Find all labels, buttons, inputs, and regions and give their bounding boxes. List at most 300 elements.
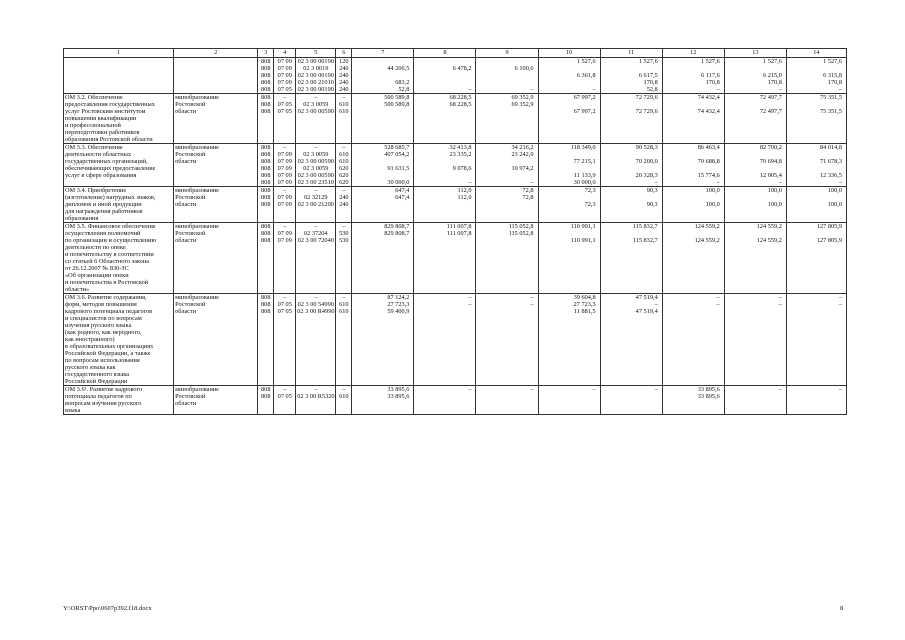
name-cell: Российской Федерации, а также (64, 350, 174, 357)
year-2014-cell: 6 100,6 (476, 65, 538, 72)
table-row (64, 72, 847, 79)
year-2016-cell (600, 371, 662, 378)
total-cell (352, 215, 414, 223)
name-cell: и попечительства в Ростовской (64, 279, 174, 286)
year-2017-cell (662, 286, 724, 294)
name-cell (64, 79, 174, 86)
column-number: 11 (600, 49, 662, 58)
rzpr-cell: 07 05 (274, 101, 296, 108)
year-2017-cell (662, 165, 724, 172)
vr-cell: 240 (336, 72, 352, 79)
year-2018-cell (724, 244, 786, 251)
year-2016-cell: 47 519,4 (600, 308, 662, 315)
column-number: 1 (64, 49, 174, 58)
year-2013-cell: – (414, 386, 476, 394)
name-cell: для награждения работников (64, 208, 174, 215)
vr-cell (336, 357, 352, 364)
year-2016-cell (600, 336, 662, 343)
year-2018-cell: 70 694,8 (724, 158, 786, 165)
table-row (64, 86, 847, 94)
year-2015-cell (538, 136, 600, 144)
total-cell: 27 723,3 (352, 301, 414, 308)
year-2018-cell (724, 315, 786, 322)
vr-cell (336, 272, 352, 279)
csr-cell (296, 322, 336, 329)
total-cell (352, 58, 414, 66)
total-cell (352, 265, 414, 272)
year-2017-cell: 170,8 (662, 79, 724, 86)
total-cell: 91 631,5 (352, 165, 414, 172)
table-row (64, 136, 847, 144)
year-2018-cell (724, 407, 786, 415)
rzpr-cell: – (274, 144, 296, 152)
rzpr-cell: 07 05 (274, 86, 296, 94)
year-2013-cell (414, 286, 476, 294)
rzpr-cell: – (274, 294, 296, 302)
year-2017-cell (662, 244, 724, 251)
name-cell: деятельности областных (64, 151, 174, 158)
table-row (64, 272, 847, 279)
year-2014-cell (476, 407, 538, 415)
year-2013-cell (414, 158, 476, 165)
name-cell: «Об организации опеки (64, 272, 174, 279)
total-cell (352, 172, 414, 179)
year-2015-cell: 11 881,5 (538, 308, 600, 315)
year-2018-cell: 170,8 (724, 79, 786, 86)
year-2019-cell (786, 393, 846, 400)
year-2019-cell: 71 678,3 (786, 158, 846, 165)
year-2018-cell (724, 230, 786, 237)
vr-cell (336, 400, 352, 407)
csr-cell: 02 3 00 21290 (297, 201, 334, 208)
total-cell (352, 115, 414, 122)
total-cell: 407 054,2 (352, 151, 414, 158)
year-2019-cell: 127 805,9 (786, 237, 846, 244)
table-row (64, 322, 847, 329)
table-row (64, 108, 847, 115)
rzpr-cell (274, 357, 296, 364)
vr-cell: – (336, 294, 352, 302)
rzpr-cell: – (274, 386, 296, 394)
table-row (64, 237, 847, 244)
executor-cell (174, 272, 258, 279)
year-2015-cell (538, 258, 600, 265)
vr-cell (336, 208, 352, 215)
table-row (64, 400, 847, 407)
table-row (64, 393, 847, 400)
executor-cell (174, 215, 258, 223)
table-row (64, 350, 847, 357)
grbs-cell: 808 (258, 301, 274, 308)
year-2018-cell (724, 101, 786, 108)
year-2017-cell: – (662, 86, 724, 94)
year-2019-cell (786, 136, 846, 144)
vr-cell (336, 279, 352, 286)
year-2016-cell (600, 322, 662, 329)
executor-cell: области (174, 308, 258, 315)
csr-cell (296, 364, 336, 371)
total-cell (352, 251, 414, 258)
grbs-cell: 808 (258, 86, 274, 94)
grbs-cell: 808 (258, 201, 274, 208)
rzpr-cell (274, 244, 296, 251)
rzpr-cell: 07 09 (274, 72, 296, 79)
year-2016-cell (600, 122, 662, 129)
year-2018-cell (724, 251, 786, 258)
year-2015-cell (538, 364, 600, 371)
vr-cell: 610 (336, 393, 352, 400)
year-2019-cell (786, 308, 846, 315)
vr-cell: – (336, 223, 352, 231)
year-2018-cell: 72 497,7 (724, 108, 786, 115)
year-2016-cell (600, 272, 662, 279)
year-2017-cell (662, 343, 724, 350)
name-cell: кадрового потенциала педагогов (64, 308, 174, 315)
vr-cell: 620 (336, 172, 352, 179)
csr-cell (296, 329, 336, 336)
year-2017-cell (662, 407, 724, 415)
table-row (64, 223, 847, 231)
year-2015-cell (538, 230, 600, 237)
year-2019-cell: – (786, 86, 846, 94)
grbs-cell (258, 136, 274, 144)
year-2015-cell (538, 371, 600, 378)
year-2018-cell: 6 215,0 (724, 72, 786, 79)
rzpr-cell (274, 215, 296, 223)
vr-cell (336, 244, 352, 251)
year-2017-cell (662, 65, 724, 72)
year-2014-cell (476, 329, 538, 336)
total-cell (352, 279, 414, 286)
total-cell: 87 124,2 (352, 294, 414, 302)
year-2013-cell (414, 279, 476, 286)
year-2013-cell (414, 371, 476, 378)
vr-cell: 240 (336, 79, 352, 86)
year-2016-cell: 90,3 (600, 187, 662, 195)
executor-cell (174, 86, 258, 94)
year-2019-cell: 84 014,8 (786, 144, 846, 152)
total-cell: 500 589,8 (352, 101, 414, 108)
name-cell: государственных организаций, (64, 158, 174, 165)
grbs-cell (258, 315, 274, 322)
rzpr-cell (274, 364, 296, 371)
year-2014-cell: – (476, 86, 538, 94)
executor-cell (174, 122, 258, 129)
year-2017-cell (662, 258, 724, 265)
table-row (64, 286, 847, 294)
rzpr-cell: 07 05 (274, 108, 296, 115)
grbs-cell (258, 258, 274, 265)
year-2015-cell: 67 997,2 (538, 108, 600, 115)
total-cell (352, 343, 414, 350)
name-cell (64, 65, 174, 72)
csr-cell (296, 371, 336, 378)
year-2013-cell (414, 108, 476, 115)
table-row (64, 172, 847, 179)
total-cell (352, 108, 414, 115)
vr-cell: 610 (336, 158, 352, 165)
table-row (64, 187, 847, 195)
grbs-cell: 808 (258, 237, 274, 244)
vr-cell: 610 (336, 101, 352, 108)
vr-cell: – (336, 144, 352, 152)
year-2018-cell (724, 336, 786, 343)
year-2015-cell (538, 378, 600, 386)
year-2013-cell: 9 078,6 (414, 165, 476, 172)
year-2013-cell (414, 172, 476, 179)
year-2016-cell (600, 258, 662, 265)
year-2015-cell: 118 349,0 (538, 144, 600, 152)
year-2017-cell (662, 308, 724, 315)
vr-cell (336, 322, 352, 329)
grbs-cell: 808 (258, 230, 274, 237)
year-2018-cell (724, 208, 786, 215)
year-2013-cell: 111 007,8 (414, 230, 476, 237)
year-2014-cell: – (476, 301, 538, 308)
year-2016-cell (600, 115, 662, 122)
year-2013-cell (414, 378, 476, 386)
year-2017-cell (662, 101, 724, 108)
grbs-cell: 808 (258, 151, 274, 158)
grbs-cell (258, 129, 274, 136)
vr-cell (336, 364, 352, 371)
rzpr-cell (274, 129, 296, 136)
year-2016-cell (600, 315, 662, 322)
year-2017-cell: 1 527,6 (662, 58, 724, 66)
table-row (64, 308, 847, 315)
year-2016-cell (600, 357, 662, 364)
vr-cell: 620 (336, 179, 352, 187)
year-2013-cell (414, 251, 476, 258)
year-2017-cell (662, 329, 724, 336)
year-2013-cell (414, 79, 476, 86)
csr-cell (296, 279, 336, 286)
year-2017-cell: 100,0 (662, 187, 724, 195)
csr-cell: 02 3 00 72040 (297, 237, 334, 244)
total-cell: 829 808,7 (352, 223, 414, 231)
total-cell: 33 895,6 (352, 386, 414, 394)
executor-cell (174, 129, 258, 136)
column-number: 13 (724, 49, 786, 58)
csr-cell (296, 272, 336, 279)
csr-cell: – (296, 386, 336, 394)
csr-cell (296, 336, 336, 343)
executor-cell (174, 136, 258, 144)
year-2019-cell (786, 251, 846, 258)
total-cell (352, 72, 414, 79)
vr-cell (336, 265, 352, 272)
csr-cell (296, 215, 336, 223)
total-cell: 528 685,7 (352, 144, 414, 152)
grbs-cell (258, 322, 274, 329)
name-cell: (как родного, как неродного, (64, 329, 174, 336)
year-2015-cell (538, 251, 600, 258)
year-2018-cell (724, 115, 786, 122)
grbs-cell: 808 (258, 101, 274, 108)
csr-cell (296, 258, 336, 265)
total-cell (352, 329, 414, 336)
grbs-cell (258, 272, 274, 279)
year-2017-cell: 33 895,6 (662, 393, 724, 400)
year-2018-cell (724, 65, 786, 72)
vr-cell (336, 215, 352, 223)
year-2019-cell (786, 371, 846, 378)
executor-cell (174, 329, 258, 336)
vr-cell: 120 (336, 58, 352, 66)
year-2019-cell: – (786, 294, 846, 302)
csr-cell: 02 3 00 21010 (297, 79, 334, 86)
rzpr-cell: 07 09 (274, 179, 296, 187)
csr-cell (296, 400, 336, 407)
name-cell: и специалистов по вопросам (64, 315, 174, 322)
year-2013-cell (414, 244, 476, 251)
table-row (64, 122, 847, 129)
year-2014-cell (476, 79, 538, 86)
year-2015-cell (538, 407, 600, 415)
year-2019-cell: 127 805,9 (786, 223, 846, 231)
executor-cell (174, 378, 258, 386)
vr-cell (336, 136, 352, 144)
total-cell (352, 336, 414, 343)
grbs-cell (258, 251, 274, 258)
name-cell: услуг в сфере образования (64, 172, 174, 179)
csr-cell: 02 3 00 54990 (297, 301, 334, 308)
rzpr-cell: 07 09 (274, 165, 296, 172)
year-2016-cell: 115 832,7 (600, 237, 662, 244)
grbs-cell: 808 (258, 108, 274, 115)
grbs-cell: 808 (258, 194, 274, 201)
year-2015-cell (538, 350, 600, 357)
year-2015-cell (538, 129, 600, 136)
grbs-cell (258, 350, 274, 357)
rzpr-cell (274, 122, 296, 129)
table-row (64, 329, 847, 336)
grbs-cell: 808 (258, 179, 274, 187)
year-2017-cell (662, 357, 724, 364)
table-row (64, 129, 847, 136)
year-2017-cell (662, 215, 724, 223)
rzpr-cell (274, 286, 296, 294)
year-2015-cell: 67 997,2 (538, 94, 600, 102)
vr-cell (336, 378, 352, 386)
executor-cell (174, 251, 258, 258)
table-row (64, 208, 847, 215)
table-row (64, 79, 847, 86)
vr-cell: – (336, 187, 352, 195)
year-2019-cell (786, 65, 846, 72)
year-2017-cell: 100,0 (662, 201, 724, 208)
year-2014-cell (476, 343, 538, 350)
year-2014-cell: 34 216,2 (476, 144, 538, 152)
year-2018-cell: 1 527,6 (724, 58, 786, 66)
year-2014-cell (476, 265, 538, 272)
year-2013-cell (414, 122, 476, 129)
name-cell: ОМ 3.5. Финансовое обеспечение (64, 223, 174, 231)
year-2016-cell: 52,8 (600, 86, 662, 94)
year-2015-cell: – (538, 86, 600, 94)
year-2019-cell (786, 115, 846, 122)
year-2019-cell (786, 357, 846, 364)
executor-cell (174, 79, 258, 86)
year-2019-cell (786, 407, 846, 415)
year-2015-cell (538, 400, 600, 407)
name-cell: ОМ 3.4. Приобретение (64, 187, 174, 195)
csr-cell: 02 3 00 00590 (297, 158, 334, 165)
vr-cell: 610 (336, 308, 352, 315)
year-2016-cell: 90 528,3 (600, 144, 662, 152)
year-2016-cell (600, 378, 662, 386)
table-row (64, 294, 847, 302)
year-2018-cell: 100,0 (724, 187, 786, 195)
column-number: 3 (258, 49, 274, 58)
year-2016-cell (600, 279, 662, 286)
year-2019-cell (786, 165, 846, 172)
name-cell: ОМ 3.3. Обеспечение (64, 144, 174, 152)
executor-cell (174, 315, 258, 322)
rzpr-cell (274, 208, 296, 215)
vr-cell: 530 (336, 230, 352, 237)
year-2014-cell (476, 279, 538, 286)
year-2017-cell: 124 559,2 (662, 237, 724, 244)
executor-cell (174, 407, 258, 415)
year-2016-cell: 170,8 (600, 79, 662, 86)
table-row (64, 215, 847, 223)
csr-cell (296, 407, 336, 415)
year-2014-cell (476, 251, 538, 258)
year-2015-cell: 110 991,1 (538, 223, 600, 231)
table-row (64, 230, 847, 237)
year-2019-cell (786, 272, 846, 279)
year-2014-cell (476, 58, 538, 66)
total-cell: 829 808,7 (352, 230, 414, 237)
year-2019-cell (786, 230, 846, 237)
total-cell: 33 895,6 (352, 393, 414, 400)
year-2019-cell: – (786, 301, 846, 308)
rzpr-cell (274, 251, 296, 258)
vr-cell: 530 (336, 237, 352, 244)
total-cell (352, 407, 414, 415)
year-2018-cell (724, 129, 786, 136)
year-2014-cell: – (476, 294, 538, 302)
year-2018-cell (724, 322, 786, 329)
year-2013-cell (414, 237, 476, 244)
year-2017-cell: 6 117,6 (662, 72, 724, 79)
year-2013-cell (414, 265, 476, 272)
year-2014-cell (476, 286, 538, 294)
grbs-cell: 808 (258, 58, 274, 66)
year-2018-cell (724, 279, 786, 286)
csr-cell: – (296, 94, 336, 102)
year-2015-cell (538, 272, 600, 279)
executor-cell: минобразование (174, 223, 258, 231)
total-cell (352, 208, 414, 215)
year-2019-cell: 100,0 (786, 187, 846, 195)
year-2018-cell (724, 378, 786, 386)
year-2015-cell: 72,3 (538, 201, 600, 208)
table-row (64, 179, 847, 187)
table-row (64, 94, 847, 102)
vr-cell: – (336, 94, 352, 102)
name-cell: форм, методов повышения (64, 301, 174, 308)
table-row (64, 378, 847, 386)
vr-cell (336, 329, 352, 336)
grbs-cell: 808 (258, 393, 274, 400)
year-2014-cell (476, 129, 538, 136)
name-cell (64, 72, 174, 79)
year-2019-cell (786, 101, 846, 108)
executor-cell (174, 258, 258, 265)
csr-cell: – (296, 294, 336, 302)
